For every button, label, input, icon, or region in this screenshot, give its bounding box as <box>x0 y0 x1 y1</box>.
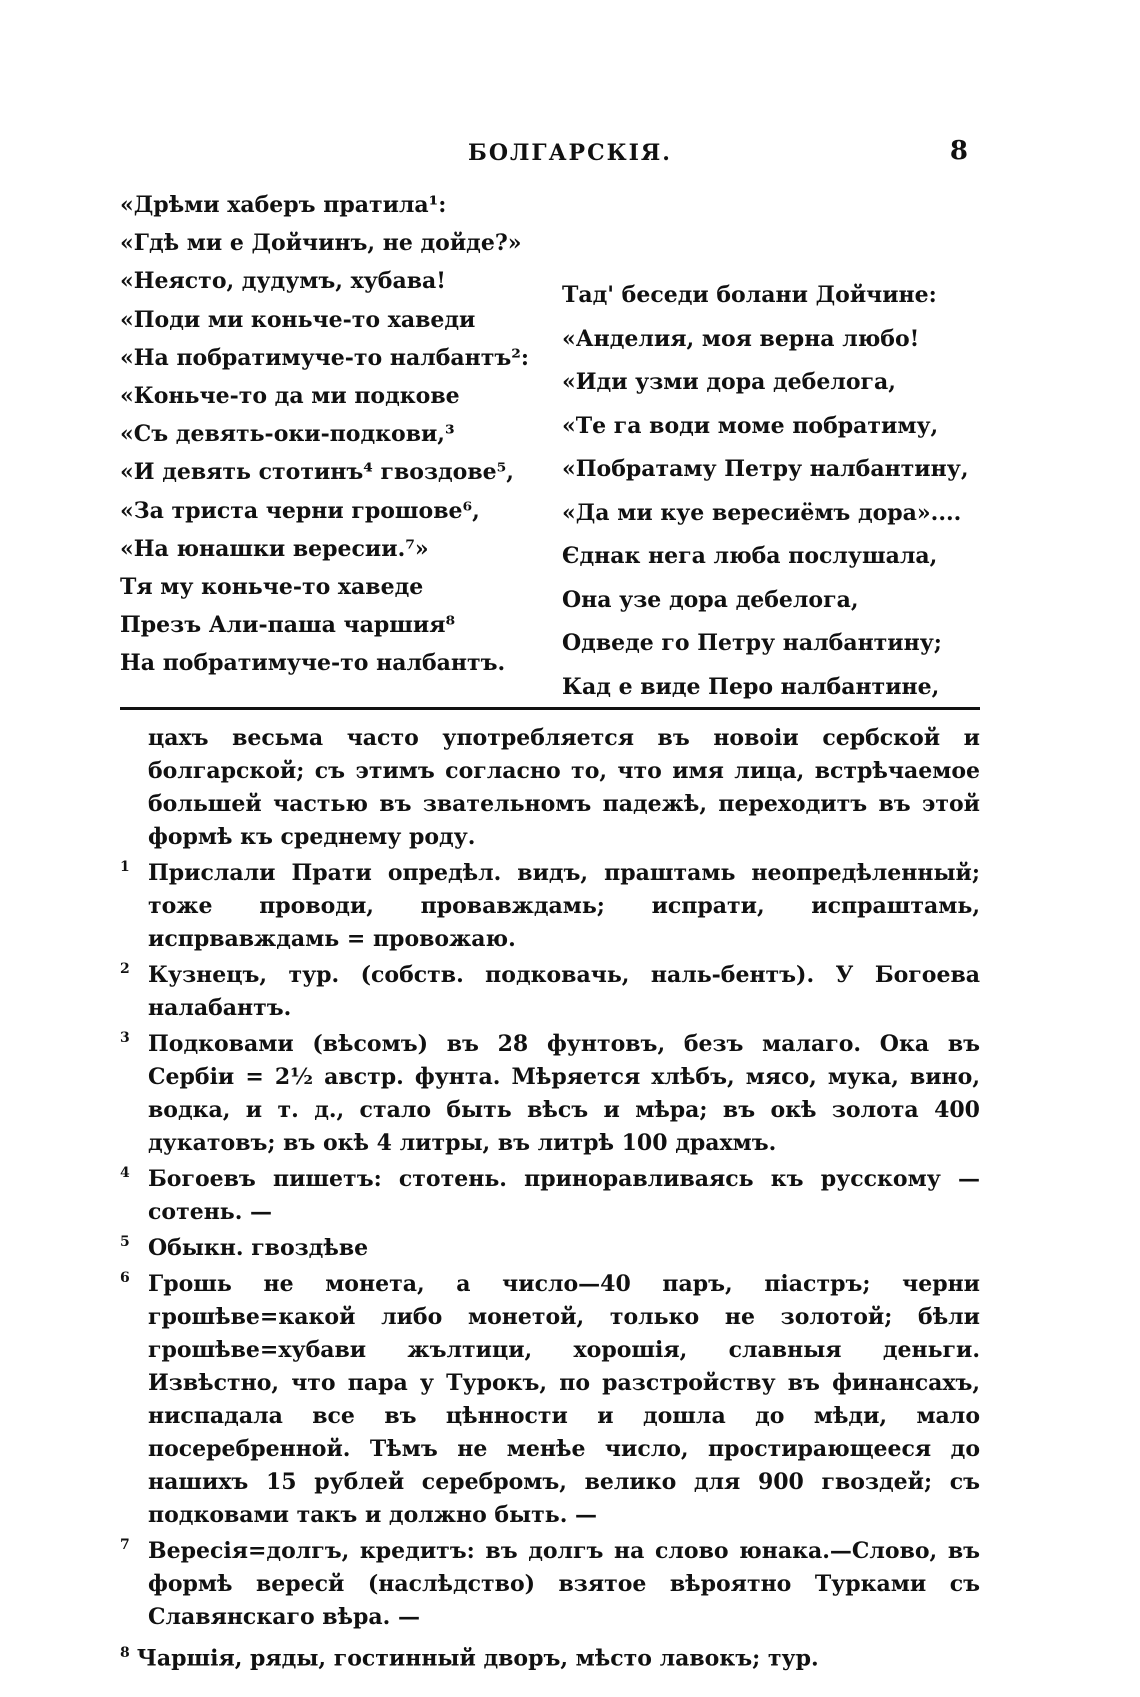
verse-line: «Да ми куе вересиёмъ дора».... <box>562 499 962 526</box>
verse-line: «Поди ми коньче-то хаведи <box>120 306 476 333</box>
footnote <box>120 1028 980 1160</box>
verse-line: Кад е виде Перо налбантине, <box>562 673 940 700</box>
verse-column-right <box>562 274 1002 709</box>
verse-line: «Дрѣми хаберъ пратила¹: <box>120 192 447 218</box>
footnote-continuation <box>120 722 980 854</box>
verse-line: «Коньче-то да ми подкове <box>120 382 460 409</box>
footnote <box>120 1163 980 1229</box>
verse-line: «Побратаму Петру налбантину, <box>562 456 969 482</box>
verse-line: «За триста черни грошове⁶, <box>120 497 480 524</box>
verse-line: «Гдѣ ми е Дойчинъ, не дойде?» <box>120 230 522 257</box>
verse-line: «На побратимуче-то налбантъ²: <box>120 344 530 371</box>
footnote-text: Вересія=долгъ, кредитъ: въ долгъ на слово юнака.—Слово, въ формѣ вересй (наслѣдство) взятое вѣроятно Турками съ Славянскаго вѣра. — <box>148 1538 980 1630</box>
running-title: БОЛГАРСКІЯ. <box>468 140 672 166</box>
footnote <box>120 857 980 956</box>
footnote-divider <box>120 707 980 710</box>
footnote-text: Богоевъ пишетъ: стотень. приноравливаясь къ русскому — сотень. — <box>148 1166 980 1225</box>
verse-line: Она узе дора дебелога, <box>562 586 859 613</box>
footnote-text: Прислали Прати опредѣл. видъ, праштамь неопредѣленный; тоже проводи, провавждамь; испрати, испраштамь, испрвавждамь = провожаю. <box>148 860 980 952</box>
page-header <box>0 136 1140 180</box>
footnote-mark: 8 <box>120 1645 130 1661</box>
footnote-text: Чаршія, ряды, гостинный дворъ, мѣсто лавокъ; тур. <box>136 1645 819 1672</box>
verse-line: Тад' беседи болани Дойчине: <box>562 282 937 308</box>
verse-line: «На юнашки вересии.⁷» <box>120 535 429 562</box>
verse-line: Одведе го Петру налбантину; <box>562 630 942 656</box>
verse-line: «Анделия, моя верна любо! <box>562 325 920 352</box>
verse-line: Презъ Али-паша чаршия⁸ <box>120 612 456 639</box>
footnote-mark: 4 <box>120 1165 130 1181</box>
footnote-mark: 7 <box>120 1537 130 1553</box>
page-number: 8 <box>949 136 968 166</box>
verse-line: На побратимуче-то налбантъ. <box>120 650 506 677</box>
verse-line: «Неясто, дудумъ, хубава! <box>120 268 446 295</box>
verse-line: «Съ девять-оки-подкови,³ <box>120 421 455 448</box>
footnote <box>120 1637 980 1675</box>
footnote-text: Грошь не монета, а число—40 паръ, піастръ; черни грошѣве=какой либо монетой, только не золотой; бѣли грошѣве=хубави жълтици, хорошія, славныя деньги. Извѣстно, что пара у Турокъ, по разстройству въ финансахъ, ниспадала все въ цѣнности и дошла до мѣди, мало посеребренной. Тѣмъ не менѣе число, простирающееся до нашихъ 15 рублей серебромъ, велико для 900 гвоздей; съ подковами такъ и должно быть. — <box>148 1271 980 1528</box>
verse-line: Тя му коньче-то хаведе <box>120 573 424 600</box>
footnote-text: цахъ весьма часто употребляется въ новоіи сербской и болгарской; съ этимъ согласно то, что имя лица, встрѣчаемое большей частью въ звательномъ падежѣ, переходитъ въ этой формѣ къ среднему роду. <box>148 725 980 850</box>
verse-line: Єднак нега люба послушала, <box>562 543 938 569</box>
verse-line: «Те га води моме побратиму, <box>562 412 939 439</box>
footnote-text: Подковами (вѣсомъ) въ 28 фунтовъ, безъ малаго. Ока въ Сербіи = 2½ австр. фунта. Мѣряется хлѣбъ, мясо, мука, вино, водка, и т. д., стало быть вѣсъ и мѣра; въ окѣ золота 400 дукатовъ; въ окѣ 4 литры, въ литрѣ 100 драхмъ. <box>148 1031 980 1156</box>
verse-line: «И девять стотинъ⁴ гвоздове⁵, <box>120 459 514 486</box>
verse-line: «Иди узми дора дебелога, <box>562 369 896 395</box>
footnote <box>120 959 980 1025</box>
verse-column-left <box>120 186 550 682</box>
footnote-mark: 3 <box>120 1030 130 1046</box>
footnote-mark: 1 <box>120 859 130 875</box>
footnote-text: Обыкн. гвоздѣве <box>148 1235 369 1261</box>
footnote-text: Кузнецъ, тур. (собств. подковачь, наль-бентъ). У Богоева налабантъ. <box>148 962 980 1021</box>
footnote <box>120 1535 980 1634</box>
footnote-mark: 6 <box>120 1270 130 1286</box>
footnote-mark: 2 <box>120 961 130 977</box>
footnote <box>120 1232 980 1265</box>
footnote <box>120 1268 980 1532</box>
footnote-mark: 5 <box>120 1234 130 1250</box>
footnotes <box>120 722 980 1678</box>
